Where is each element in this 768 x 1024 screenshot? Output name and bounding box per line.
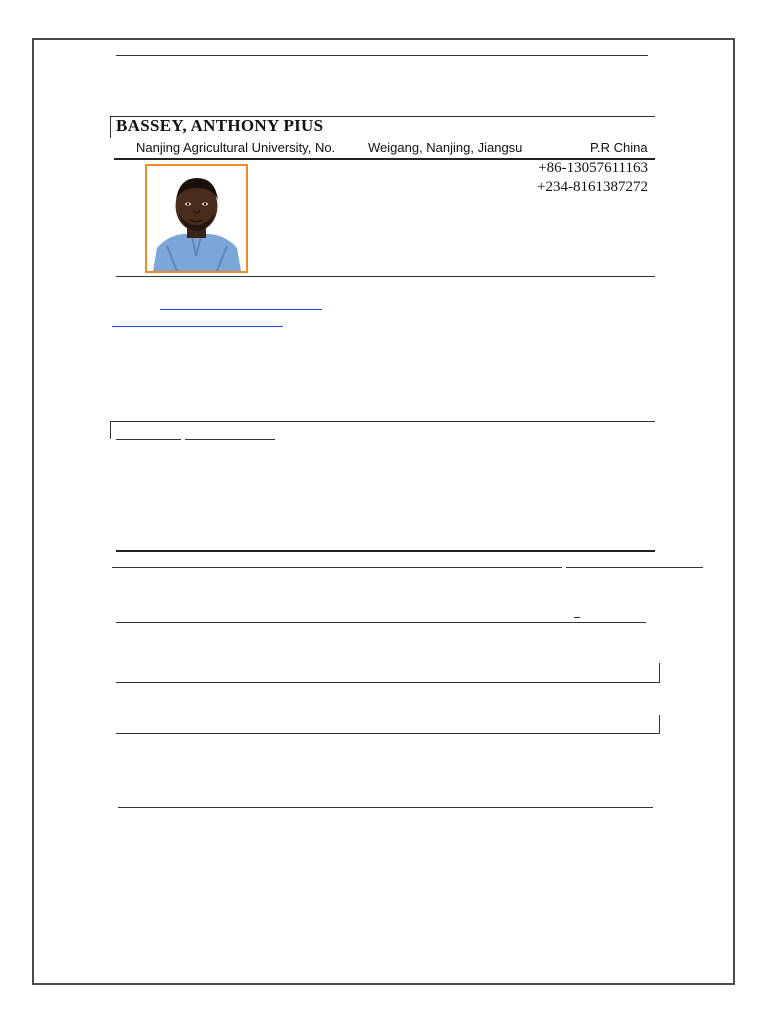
phone-nigeria: +234-8161387272	[537, 179, 648, 195]
profile-photo-icon	[147, 166, 246, 271]
address-country: P.R China	[590, 140, 648, 155]
phone-china: +86-13057611163	[538, 160, 648, 176]
entry-rule-2	[116, 682, 659, 683]
entry-rule-4	[118, 807, 653, 808]
address-line-2: Weigang, Nanjing, Jiangsu	[368, 140, 523, 155]
entry-dash	[574, 617, 580, 618]
photo-section-bottom-rule	[116, 276, 655, 277]
education-underline-long	[112, 567, 562, 568]
header-left-bar	[110, 116, 111, 138]
top-rule	[116, 55, 648, 56]
address-line-1: Nanjing Agricultural University, No.	[136, 140, 336, 155]
education-rule	[116, 550, 655, 552]
section-header-left-bar	[110, 421, 111, 439]
entry-rule-3-right-bar	[659, 715, 660, 734]
candidate-name: BASSEY, ANTHONY PIUS	[116, 116, 324, 135]
education-underline-short	[566, 567, 703, 568]
profile-link-underline[interactable]	[112, 326, 283, 327]
email-link-underline[interactable]	[160, 309, 322, 310]
profile-photo	[145, 164, 248, 273]
entry-rule-3	[116, 733, 659, 734]
section-header-top-rule	[110, 421, 655, 422]
section-heading-underline-1	[116, 439, 181, 440]
entry-rule-1	[116, 622, 646, 623]
section-heading-underline-2	[185, 439, 275, 440]
entry-rule-2-right-bar	[659, 663, 660, 683]
